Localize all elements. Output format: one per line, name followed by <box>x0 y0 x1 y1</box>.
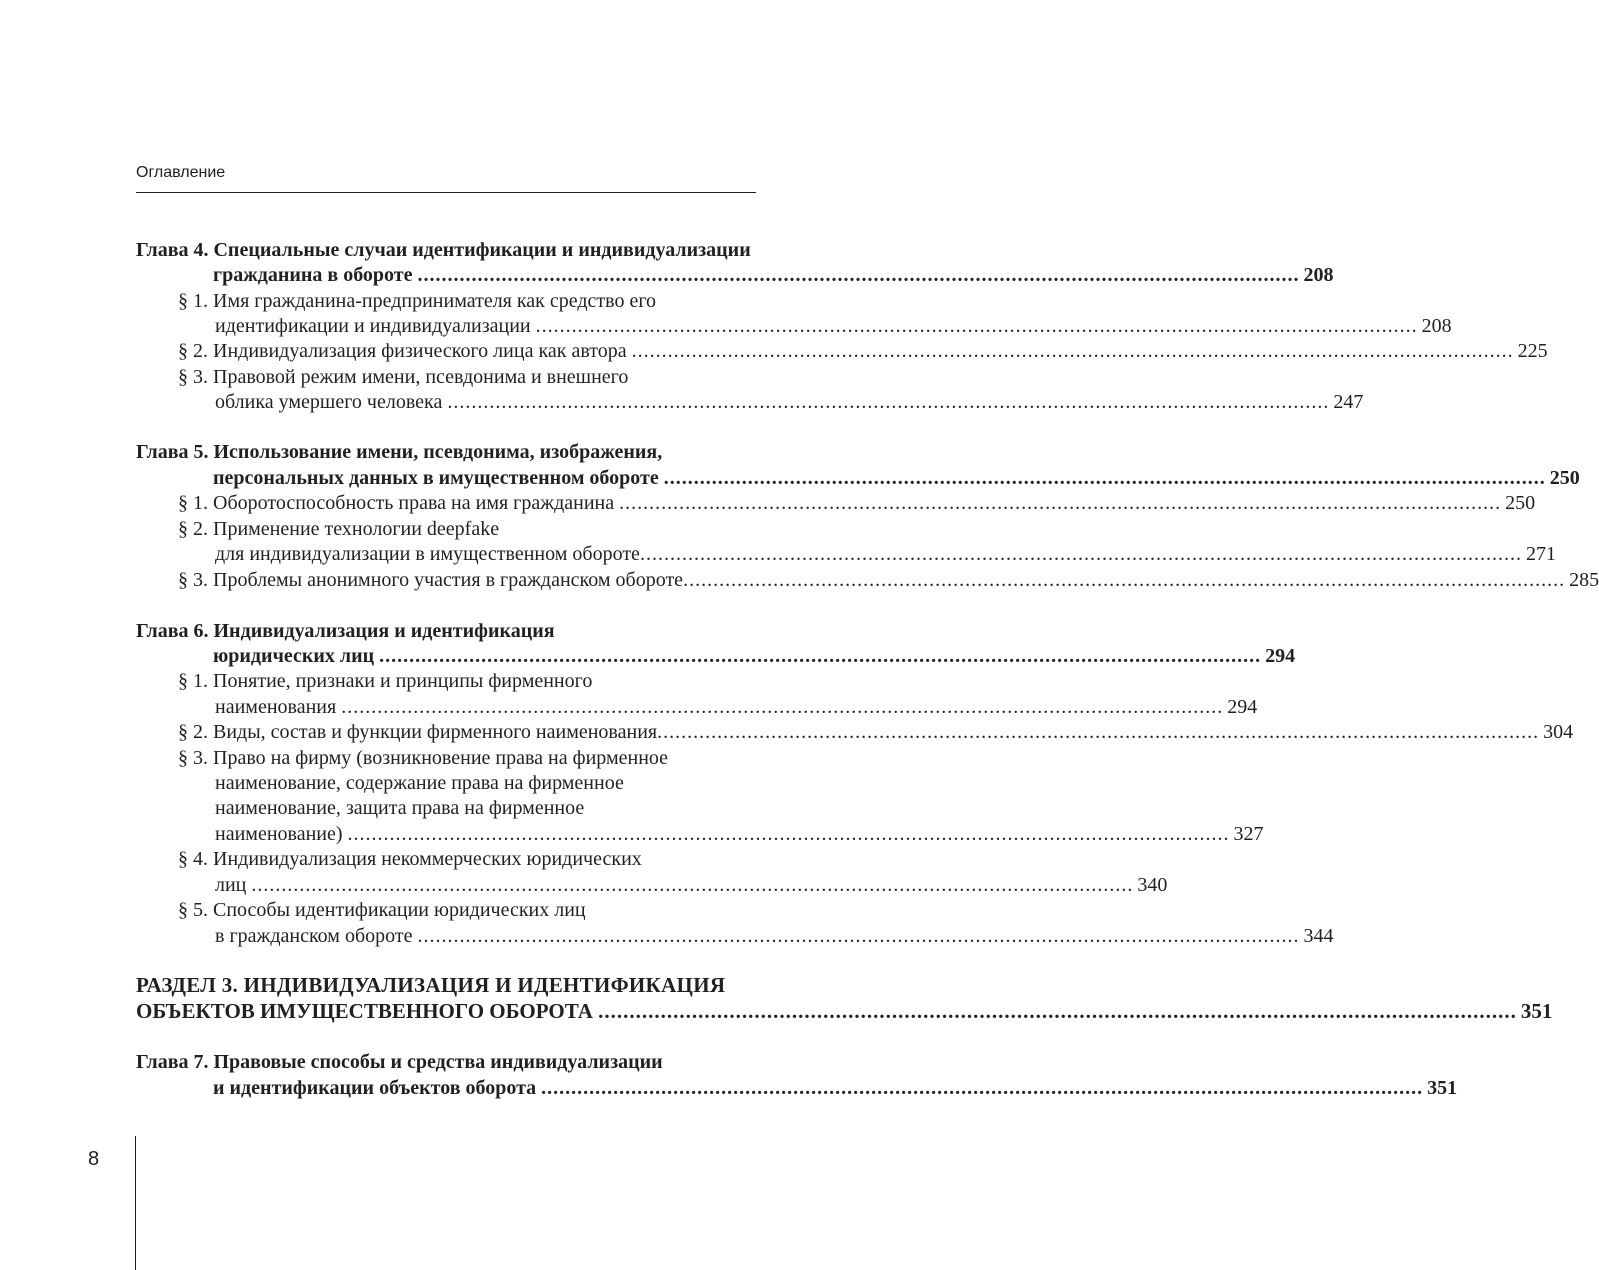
leader-dots: ................................................................................................................................................... <box>541 1077 1424 1099</box>
toc-part-3-title-cont[interactable]: ОБЪЕКТОВ ИМУЩЕСТВЕННОГО ОБОРОТА ................................................................................................................................................... 351 <box>136 999 1553 1023</box>
page-number: 250 <box>1505 492 1536 514</box>
toc-chapter-5-title[interactable]: Глава 5. Использование имени, псевдонима, изображения, <box>136 441 663 463</box>
leader-dots: ................................................................................................................................................... <box>251 874 1134 896</box>
toc-section-4-3[interactable]: § 3. Правовой режим имени, псевдонима и внешнего <box>178 366 629 388</box>
toc-chapter-7-title[interactable]: Глава 7. Правовые способы и средства индивидуализации <box>136 1051 663 1073</box>
header-rule <box>136 192 756 193</box>
toc-section-6-3-cont-2[interactable]: наименование, защита права на фирменное <box>215 797 585 819</box>
toc-section-6-2[interactable]: § 2. Виды, состав и функции фирменного наименования ................................................................................................................................................... 304 <box>178 721 1574 743</box>
toc-section-6-3-cont-3[interactable]: наименование) ................................................................................................................................................... 327 <box>215 823 1264 845</box>
leader-dots: ................................................................................................................................................... <box>417 925 1300 947</box>
leader-dots: ................................................................................................................................................... <box>639 543 1522 565</box>
leader-dots: ................................................................................................................................................... <box>379 645 1262 667</box>
toc-chapter-7-title-cont[interactable]: и идентификации объектов оборота ................................................................................................................................................... 351 <box>213 1077 1458 1099</box>
page-number: 351 <box>1520 999 1553 1023</box>
page-number: 285 <box>1569 569 1599 591</box>
toc-chapter-6-title[interactable]: Глава 6. Индивидуализация и идентификация <box>136 620 555 642</box>
toc-section-5-2-cont[interactable]: для индивидуализации в имущественном обороте ................................................................................................................................................... 271 <box>215 543 1556 565</box>
toc-section-6-1-cont[interactable]: наименования ................................................................................................................................................... 294 <box>215 696 1258 718</box>
leader-dots: ................................................................................................................................................... <box>683 569 1566 591</box>
leader-dots: ................................................................................................................................................... <box>447 391 1330 413</box>
toc-chapter-4-title[interactable]: Глава 4. Специальные случаи идентификации и индивидуализации <box>136 239 751 261</box>
page-number: 247 <box>1333 391 1364 413</box>
toc-section-6-4-cont[interactable]: лиц ................................................................................................................................................... 340 <box>215 874 1168 896</box>
page-number: 327 <box>1233 823 1264 845</box>
toc-chapter-5-title-cont[interactable]: персональных данных в имущественном обороте ................................................................................................................................................... 250 <box>213 467 1580 489</box>
page-number: 225 <box>1517 340 1548 362</box>
page-number: 208 <box>1421 315 1452 337</box>
page-number: 250 <box>1549 467 1580 489</box>
toc-section-4-3-cont[interactable]: облика умершего человека ................................................................................................................................................... 247 <box>215 391 1364 413</box>
leader-dots: ................................................................................................................................................... <box>341 696 1224 718</box>
leader-dots: ................................................................................................................................................... <box>619 492 1502 514</box>
toc-section-5-2[interactable]: § 2. Применение технологии deepfake <box>178 518 500 540</box>
page-number: 304 <box>1543 721 1574 743</box>
toc-section-4-1-cont[interactable]: идентификации и индивидуализации ................................................................................................................................................... 208 <box>215 315 1452 337</box>
toc-part-3-title[interactable]: РАЗДЕЛ 3. ИНДИВИДУАЛИЗАЦИЯ И ИДЕНТИФИКАЦИЯ <box>136 973 726 997</box>
toc-section-4-1[interactable]: § 1. Имя гражданина-предпринимателя как средство его <box>178 290 657 312</box>
leader-dots: ................................................................................................................................................... <box>347 823 1230 845</box>
leader-dots: ................................................................................................................................................... <box>663 467 1546 489</box>
toc-section-6-3[interactable]: § 3. Право на фирму (возникновение права на фирменное <box>178 747 669 769</box>
page-number-footer: 8 <box>88 1148 100 1170</box>
toc-section-5-3[interactable]: § 3. Проблемы анонимного участия в гражданском обороте ................................................................................................................................................... 285 <box>178 569 1599 591</box>
page-number: 344 <box>1303 925 1334 947</box>
toc-section-6-5[interactable]: § 5. Способы идентификации юридических лиц <box>178 899 586 921</box>
page-number: 208 <box>1303 264 1334 286</box>
toc-section-5-1[interactable]: § 1. Оборотоспособность права на имя гражданина ................................................................................................................................................... 250 <box>178 492 1536 514</box>
toc-section-6-1[interactable]: § 1. Понятие, признаки и принципы фирменного <box>178 670 593 692</box>
footer-rule <box>135 1136 136 1270</box>
toc-section-6-5-cont[interactable]: в гражданском обороте ................................................................................................................................................... 344 <box>215 925 1334 947</box>
running-head: Оглавление <box>136 164 226 181</box>
page-number: 271 <box>1525 543 1556 565</box>
leader-dots: ................................................................................................................................................... <box>417 264 1300 286</box>
leader-dots: ................................................................................................................................................... <box>631 340 1514 362</box>
toc-section-6-3-cont-1[interactable]: наименование, содержание права на фирменное <box>215 772 624 794</box>
toc-section-6-4[interactable]: § 4. Индивидуализация некоммерческих юридических <box>178 848 642 870</box>
leader-dots: ................................................................................................................................................... <box>598 999 1517 1023</box>
page-number: 294 <box>1227 696 1258 718</box>
page-number: 340 <box>1137 874 1168 896</box>
page-number: 351 <box>1427 1077 1458 1099</box>
leader-dots: ................................................................................................................................................... <box>535 315 1418 337</box>
toc-section-4-2[interactable]: § 2. Индивидуализация физического лица как автора ................................................................................................................................................... 225 <box>178 340 1548 362</box>
page-number: 294 <box>1265 645 1296 667</box>
toc-chapter-4-title-cont[interactable]: гражданина в обороте ................................................................................................................................................... 208 <box>213 264 1334 286</box>
leader-dots: ................................................................................................................................................... <box>657 721 1540 743</box>
toc-chapter-6-title-cont[interactable]: юридических лиц ................................................................................................................................................... 294 <box>213 645 1296 667</box>
